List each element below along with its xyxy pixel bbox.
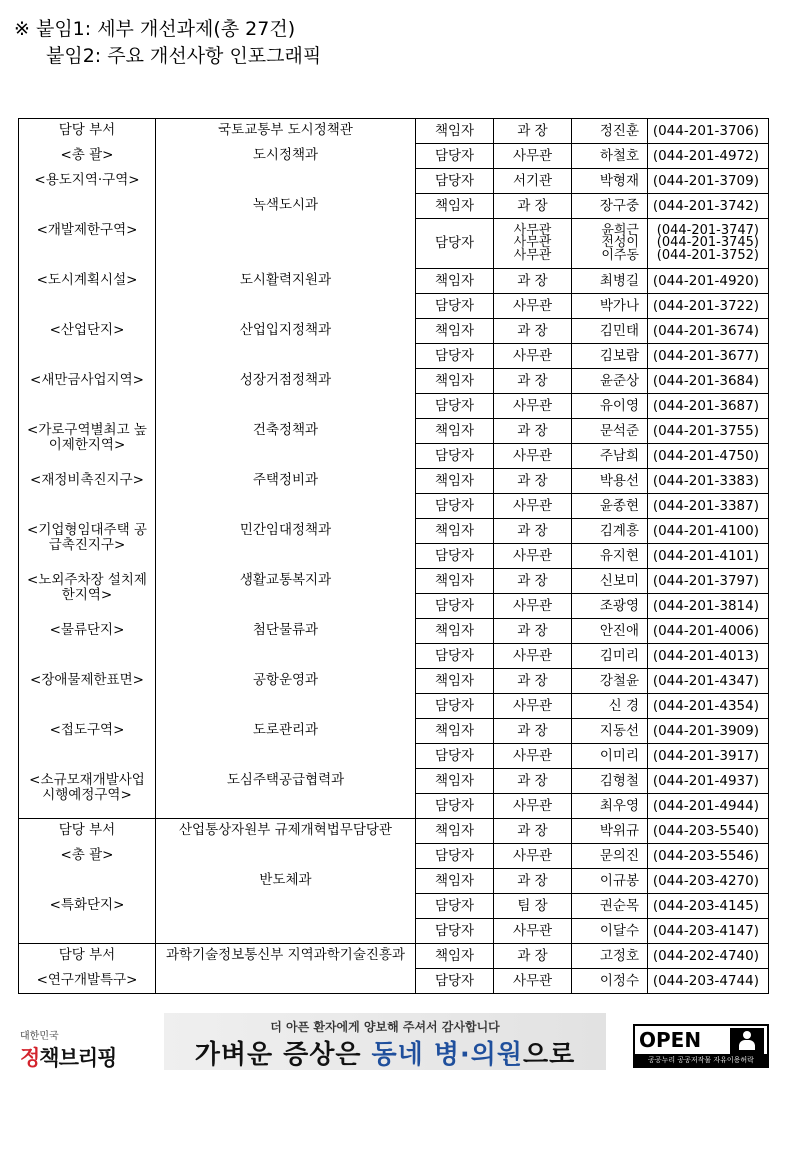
contact-role: 담당자 — [416, 794, 494, 819]
contact-name: 이규봉 — [572, 869, 648, 894]
contact-role: 담당자 — [416, 844, 494, 869]
department-name: 주택정비과 — [252, 472, 319, 488]
contact-role: 책임자 — [416, 944, 494, 969]
contact-phone: (044-201-4972) — [648, 144, 769, 169]
dept-category-label: <장애물제한표면> — [30, 672, 144, 688]
dept-category-label: <총 괄> — [60, 147, 114, 163]
contact-role: 책임자 — [416, 669, 494, 694]
contact-rank: 사무관 — [494, 344, 572, 369]
department-name: 공항운영과 — [252, 672, 319, 688]
contact-phone: (044-203-4147) — [648, 919, 769, 944]
contact-role: 담당자 — [416, 919, 494, 944]
dept-category-label: <물류단지> — [49, 622, 125, 638]
contact-phone: (044-201-4013) — [648, 644, 769, 669]
contact-rank: 사무관 — [494, 594, 572, 619]
dept-category-label: 담당 부서 — [58, 122, 116, 138]
department-name: 산업입지정책과 — [239, 322, 332, 338]
contact-phone: (044-201-4006) — [648, 619, 769, 644]
contact-rank: 사무관 — [494, 744, 572, 769]
contact-rank: 과 장 — [494, 369, 572, 394]
department-name: 산업통상자원부 규제개혁법무담당관 — [179, 822, 392, 838]
contact-phone: (044-203-5540) — [648, 819, 769, 844]
table-row — [19, 819, 769, 844]
contact-phone: (044-203-4744) — [648, 969, 769, 994]
contact-phone: (044-201-3797) — [648, 569, 769, 594]
contact-rank: 과 장 — [494, 819, 572, 844]
contact-role: 담당자 — [416, 219, 494, 269]
contact-name: 이달수 — [572, 919, 648, 944]
contact-name: 박가나 — [572, 294, 648, 319]
contact-rank: 사무관 — [494, 394, 572, 419]
contact-role: 담당자 — [416, 694, 494, 719]
dept-category-label: <새만금사업지역> — [30, 372, 144, 388]
dept-category-cell — [19, 944, 156, 994]
department-name: 반도체과 — [259, 872, 312, 888]
contact-phone: (044-201-4101) — [648, 544, 769, 569]
dept-category-label: <접도구역> — [49, 722, 125, 738]
dept-category-label: <연구개발특구> — [36, 972, 138, 988]
contact-phone: (044-201-3706) — [648, 119, 769, 144]
contact-rank: 과 장 — [494, 619, 572, 644]
department-name: 국토교통부 도시정책관 — [218, 122, 353, 138]
contact-role: 책임자 — [416, 869, 494, 894]
contact-rank: 사무관 — [494, 694, 572, 719]
person-icon — [730, 1028, 764, 1054]
contact-rank: 팀 장 — [494, 894, 572, 919]
contact-name: 김미리 — [572, 644, 648, 669]
contact-name: 문석준 — [572, 419, 648, 444]
dept-category-label: <개발제한구역> — [36, 222, 138, 238]
department-cell — [156, 819, 416, 944]
contact-name: 장구중 — [572, 194, 648, 219]
department-name: 도심주택공급협력과 — [226, 772, 345, 788]
contact-name: 윤준상 — [572, 369, 648, 394]
dept-category-label: 담당 부서 — [58, 947, 116, 963]
contact-rank: 사무관 — [494, 919, 572, 944]
contact-phone: (044-201-3909) — [648, 719, 769, 744]
dept-category-label: <특화단지> — [49, 897, 125, 913]
contact-name: 박용선 — [572, 469, 648, 494]
department-name: 건축정책과 — [252, 422, 319, 438]
clinic-campaign-banner — [164, 1013, 606, 1070]
contact-role: 책임자 — [416, 819, 494, 844]
contact-name: 신보미 — [572, 569, 648, 594]
attachment-note-1: ※ 붙임1: 세부 개선과제(총 27건) — [14, 18, 296, 40]
contact-rank: 과 장 — [494, 669, 572, 694]
attachment-notes — [14, 16, 321, 70]
contact-name: 이정수 — [572, 969, 648, 994]
dept-category-label: 담당 부서 — [58, 822, 116, 838]
department-cell — [156, 119, 416, 819]
contact-name: 신 경 — [572, 694, 648, 719]
department-name: 민간임대정책과 — [239, 522, 332, 538]
contact-role: 책임자 — [416, 194, 494, 219]
contact-rank: 과 장 — [494, 269, 572, 294]
contact-name: 유지현 — [572, 544, 648, 569]
contact-role: 담당자 — [416, 144, 494, 169]
contact-rank: 사무관 — [494, 794, 572, 819]
contact-role: 담당자 — [416, 494, 494, 519]
contact-rank: 사무관 — [494, 544, 572, 569]
dept-category-label: <소규모재개발사업 시행예정구역> — [29, 772, 145, 803]
contact-rank: 사무관 — [494, 644, 572, 669]
contact-phone: (044-201-3755) — [648, 419, 769, 444]
contact-rank: 사무관 — [494, 494, 572, 519]
contact-phone: (044-201-4100) — [648, 519, 769, 544]
contact-role: 책임자 — [416, 119, 494, 144]
contact-name: 정진훈 — [572, 119, 648, 144]
contact-rank: 과 장 — [494, 519, 572, 544]
department-name: 녹색도시과 — [252, 197, 319, 213]
kogl-open-text: OPEN — [639, 1028, 702, 1052]
dept-category-label: <가로구역별최고 높이제한지역> — [27, 422, 147, 453]
banner-main-text: 가벼운 증상은 동네 병·의원으로 — [194, 1040, 576, 1070]
attachment-note-2: 붙임2: 주요 개선사항 인포그래픽 — [46, 45, 322, 67]
contact-name: 박형재 — [572, 169, 648, 194]
contact-phone: (044-201-3747) (044-201-3745) (044-201-3752) — [648, 219, 769, 269]
contact-phone: (044-201-3709) — [648, 169, 769, 194]
contact-rank: 과 장 — [494, 769, 572, 794]
contact-phone: (044-201-3677) — [648, 344, 769, 369]
contact-name: 지동선 — [572, 719, 648, 744]
contact-phone: (044-203-5546) — [648, 844, 769, 869]
contact-rank: 과 장 — [494, 944, 572, 969]
contact-rank: 과 장 — [494, 194, 572, 219]
contact-rank: 사무관 — [494, 144, 572, 169]
contact-phone: (044-201-4920) — [648, 269, 769, 294]
contact-rank: 과 장 — [494, 319, 572, 344]
contact-name: 김계흥 — [572, 519, 648, 544]
contact-role: 담당자 — [416, 744, 494, 769]
contact-name: 최병길 — [572, 269, 648, 294]
contact-phone: (044-201-3684) — [648, 369, 769, 394]
dept-category-label: <도시계획시설> — [36, 272, 138, 288]
contact-rank: 사무관 사무관 사무관 — [494, 219, 572, 269]
contact-name: 윤희근 전성이 이주동 — [572, 219, 648, 269]
dept-category-cell — [19, 819, 156, 944]
contact-name: 고정호 — [572, 944, 648, 969]
contact-name: 이미리 — [572, 744, 648, 769]
contact-name: 문의진 — [572, 844, 648, 869]
contact-rank: 사무관 — [494, 844, 572, 869]
contact-role: 담당자 — [416, 169, 494, 194]
contact-name: 강철윤 — [572, 669, 648, 694]
contact-name: 조광영 — [572, 594, 648, 619]
contact-role: 담당자 — [416, 544, 494, 569]
department-name: 과학기술정보통신부 지역과학기술진흥과 — [165, 947, 406, 963]
contact-phone: (044-203-4145) — [648, 894, 769, 919]
dept-category-label: <총 괄> — [60, 847, 114, 863]
policy-briefing-logo: 대한민국 정책브리핑 — [20, 1031, 117, 1070]
contact-phone: (044-201-4354) — [648, 694, 769, 719]
contact-role: 책임자 — [416, 519, 494, 544]
contact-role: 책임자 — [416, 369, 494, 394]
department-name: 도로관리과 — [252, 722, 319, 738]
contact-phone: (044-201-4944) — [648, 794, 769, 819]
contact-role: 책임자 — [416, 319, 494, 344]
table-row — [19, 944, 769, 969]
contact-name: 안진애 — [572, 619, 648, 644]
contact-phone: (044-201-3687) — [648, 394, 769, 419]
contact-name: 김보람 — [572, 344, 648, 369]
contact-role: 책임자 — [416, 269, 494, 294]
contact-role: 책임자 — [416, 569, 494, 594]
kogl-open-license-badge — [633, 1024, 769, 1068]
contact-role: 책임자 — [416, 619, 494, 644]
contact-rank: 과 장 — [494, 469, 572, 494]
department-cell — [156, 944, 416, 994]
contact-name: 권순목 — [572, 894, 648, 919]
contact-rank: 과 장 — [494, 419, 572, 444]
contact-phone: (044-201-3387) — [648, 494, 769, 519]
contact-rank: 과 장 — [494, 719, 572, 744]
contact-role: 담당자 — [416, 344, 494, 369]
contact-role: 책임자 — [416, 419, 494, 444]
contact-name: 주남희 — [572, 444, 648, 469]
department-name: 도시정책과 — [252, 147, 319, 163]
contact-phone: (044-201-3814) — [648, 594, 769, 619]
contact-phone: (044-201-3722) — [648, 294, 769, 319]
contact-phone: (044-202-4740) — [648, 944, 769, 969]
contact-rank: 과 장 — [494, 569, 572, 594]
contact-rank: 서기관 — [494, 169, 572, 194]
department-name: 성장거점정책과 — [239, 372, 332, 388]
contact-phone: (044-201-3917) — [648, 744, 769, 769]
dept-category-label: <기업형임대주택 공급촉진지구> — [27, 522, 147, 553]
contact-rank: 과 장 — [494, 869, 572, 894]
contact-phone: (044-201-4750) — [648, 444, 769, 469]
dept-category-label: <산업단지> — [49, 322, 125, 338]
contact-role: 담당자 — [416, 969, 494, 994]
contact-role: 책임자 — [416, 769, 494, 794]
department-name: 생활교통복지과 — [239, 572, 332, 588]
contact-name: 김민태 — [572, 319, 648, 344]
contact-role: 담당자 — [416, 644, 494, 669]
contact-phone: (044-201-3674) — [648, 319, 769, 344]
contact-role: 담당자 — [416, 294, 494, 319]
banner-top-text: 더 아픈 환자에게 양보해 주셔서 감사합니다 — [270, 1020, 500, 1034]
contact-phone: (044-201-3383) — [648, 469, 769, 494]
contact-role: 담당자 — [416, 394, 494, 419]
contact-name: 박위규 — [572, 819, 648, 844]
department-name: 도시활력지원과 — [239, 272, 332, 288]
contact-name: 최우영 — [572, 794, 648, 819]
contact-name: 유이영 — [572, 394, 648, 419]
contact-name: 김형철 — [572, 769, 648, 794]
contact-name: 윤종현 — [572, 494, 648, 519]
dept-category-cell — [19, 119, 156, 819]
dept-category-label: <노외주차장 설치제한지역> — [27, 572, 147, 603]
contact-role: 담당자 — [416, 594, 494, 619]
kogl-foot-text: 공공누리 공공저작물 자유이용허락 — [635, 1054, 767, 1066]
contact-rank: 과 장 — [494, 119, 572, 144]
contact-name: 하철호 — [572, 144, 648, 169]
contact-role: 담당자 — [416, 444, 494, 469]
dept-category-label: <용도지역·구역> — [34, 172, 140, 188]
contact-rank: 사무관 — [494, 969, 572, 994]
dept-category-label: <재정비촉진지구> — [30, 472, 144, 488]
contact-role: 책임자 — [416, 719, 494, 744]
contact-rank: 사무관 — [494, 294, 572, 319]
table-row — [19, 119, 769, 144]
department-name: 첨단물류과 — [252, 622, 319, 638]
contact-phone: (044-201-4937) — [648, 769, 769, 794]
contact-phone: (044-201-4347) — [648, 669, 769, 694]
contact-role: 담당자 — [416, 894, 494, 919]
contact-role: 책임자 — [416, 469, 494, 494]
contact-phone: (044-201-3742) — [648, 194, 769, 219]
contact-rank: 사무관 — [494, 444, 572, 469]
contact-table — [18, 118, 769, 994]
contact-phone: (044-203-4270) — [648, 869, 769, 894]
